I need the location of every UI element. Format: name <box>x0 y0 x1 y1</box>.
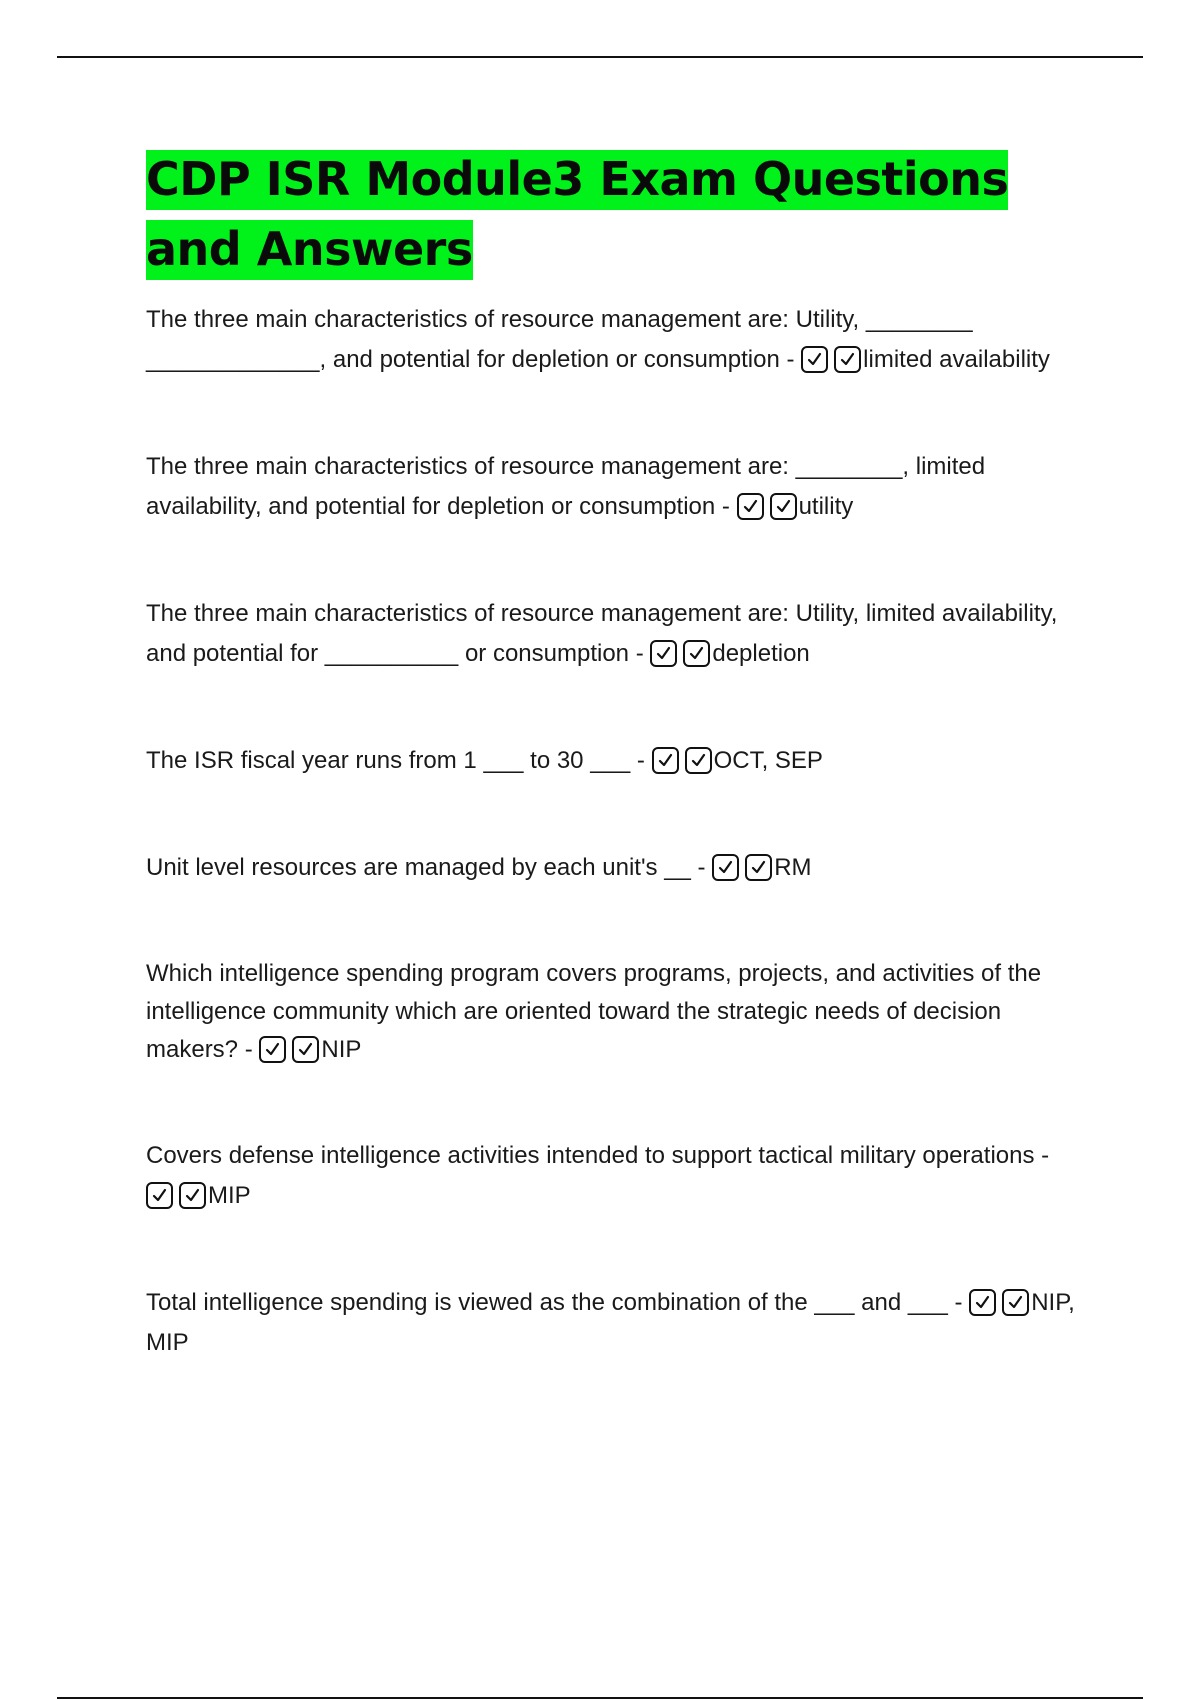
bottom-rule <box>57 1697 1143 1699</box>
answer-marker <box>712 854 772 881</box>
qa-item <box>146 1136 1086 1216</box>
title-highlight: CDP ISR Module3 Exam Questions and Answers <box>146 150 1008 280</box>
answer-marker <box>259 1036 319 1063</box>
answer-text: MIP <box>208 1182 251 1209</box>
document-title <box>146 144 1086 284</box>
answer-text: depletion <box>712 640 810 667</box>
checkbox-checked-icon <box>650 640 677 667</box>
answer-marker <box>652 747 712 774</box>
qa-item <box>146 594 1086 674</box>
answer-text: RM <box>774 854 812 881</box>
qa-item <box>146 300 1086 380</box>
question-text: The three main characteristics of resource management are: ________, limited availability, and potential for depletion or consumption - <box>146 453 986 520</box>
question-text: Covers defense intelligence activities intended to support tactical military operations - <box>146 1142 1050 1169</box>
answer-marker <box>969 1289 1029 1316</box>
checkbox-checked-icon <box>712 854 739 881</box>
answer-marker <box>146 1182 206 1209</box>
checkbox-checked-icon <box>146 1182 173 1209</box>
checkbox-checked-icon <box>292 1036 319 1063</box>
question-text: The three main characteristics of resource management are: Utility, limited availability, and potential for __________ or consumption - <box>146 600 1058 667</box>
qa-item <box>146 447 1086 527</box>
checkbox-checked-icon <box>652 747 679 774</box>
question-text: Unit level resources are managed by each unit's __ - <box>146 854 713 881</box>
answer-text: limited availability <box>863 346 1050 373</box>
answer-text: NIP, MIP <box>146 1289 1075 1356</box>
answer-text: NIP <box>321 1036 362 1063</box>
question-text: Total intelligence spending is viewed as the combination of the ___ and ___ - <box>146 1289 970 1316</box>
checkbox-checked-icon <box>834 346 861 373</box>
document-body <box>146 144 1086 1363</box>
checkbox-checked-icon <box>1002 1289 1029 1316</box>
answer-text: utility <box>798 493 854 520</box>
checkbox-checked-icon <box>179 1182 206 1209</box>
checkbox-checked-icon <box>683 640 710 667</box>
qa-item <box>146 848 1086 888</box>
question-text: The three main characteristics of resource management are: Utility, ________ _____________, and potential for depletion or consumption - <box>146 306 973 373</box>
answer-marker <box>737 493 797 520</box>
answer-text: OCT, SEP <box>713 747 823 774</box>
answer-marker <box>650 640 710 667</box>
qa-item <box>146 741 1086 781</box>
answer-marker <box>801 346 861 373</box>
checkbox-checked-icon <box>770 493 797 520</box>
question-text: Which intelligence spending program covers programs, projects, and activities of the intelligence community which are oriented toward the strategic needs of decision makers? - <box>146 960 1042 1063</box>
checkbox-checked-icon <box>801 346 828 373</box>
checkbox-checked-icon <box>737 493 764 520</box>
qa-item <box>146 1283 1086 1363</box>
checkbox-checked-icon <box>685 747 712 774</box>
checkbox-checked-icon <box>259 1036 286 1063</box>
checkbox-checked-icon <box>969 1289 996 1316</box>
question-text: The ISR fiscal year runs from 1 ___ to 30 ___ - <box>146 747 652 774</box>
checkbox-checked-icon <box>745 854 772 881</box>
qa-item <box>146 955 1086 1069</box>
top-rule <box>57 56 1143 58</box>
